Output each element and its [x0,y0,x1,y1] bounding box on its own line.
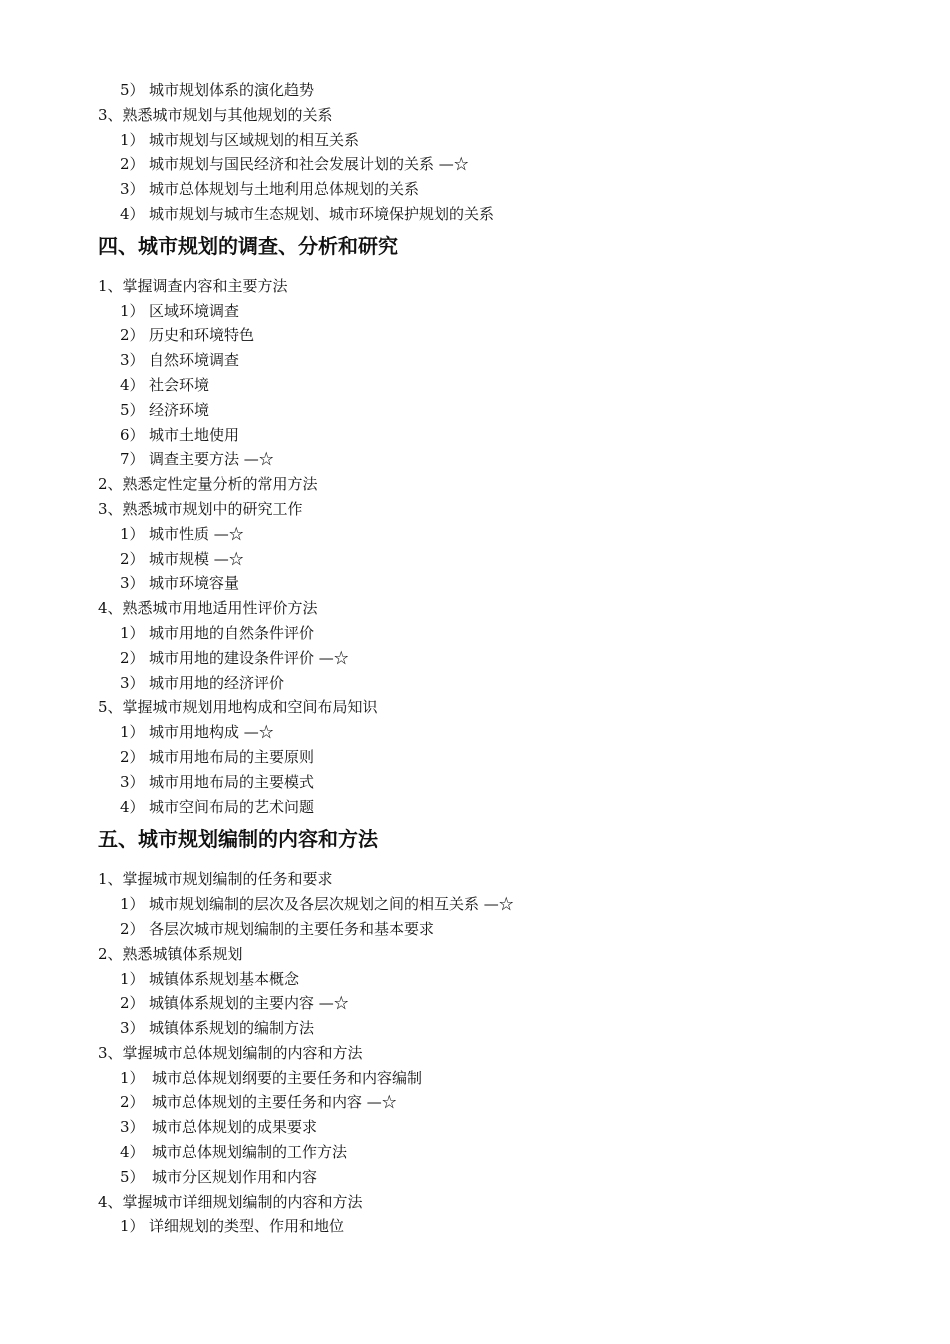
item-number: 2、 [98,475,123,494]
item-number: 4、 [98,599,123,618]
item-number: 1、 [98,870,123,889]
outline-subitem [0,423,950,448]
outline-subitem [0,299,950,324]
item-text: 各层次城市规划编制的主要任务和基本要求 [149,919,435,938]
item-text: 城市用地布局的主要原则 [149,747,315,766]
item-text: 城市总体规划编制的工作方法 [152,1143,348,1162]
outline-subitem [0,917,950,942]
item-number: 1） [120,1217,145,1236]
item-number: 3、 [98,1043,123,1062]
section-heading: 五、城市规划编制的内容和方法 [98,827,378,852]
item-text: 城市用地的建设条件评价 —☆ [149,648,349,667]
item-number: 2） [120,648,145,667]
item-text: 经济环境 [149,400,210,419]
item-text: 城市用地构成 —☆ [149,723,274,742]
outline-item [0,1041,950,1066]
item-text: 城市规划与国民经济和社会发展计划的关系 —☆ [149,155,469,174]
outline-subitem [0,795,950,820]
outline-subitem [0,1115,950,1140]
item-number: 1） [120,723,145,742]
item-number: 7） [120,450,145,469]
item-text: 熟悉定性定量分析的常用方法 [122,475,318,494]
item-text: 掌握城市规划编制的任务和要求 [122,870,333,889]
outline-subitem [0,646,950,671]
outline-subitem [0,128,950,153]
outline-item [0,695,950,720]
item-number: 2） [120,549,145,568]
section-heading: 四、城市规划的调查、分析和研究 [98,233,398,258]
item-number: 5、 [98,698,123,717]
item-number: 4） [120,375,145,394]
item-text: 城镇体系规划基本概念 [149,969,300,988]
item-text: 社会环境 [149,375,210,394]
outline-subitem [0,571,950,596]
item-text: 熟悉城市用地适用性评价方法 [122,599,318,618]
item-text: 城市总体规划与土地利用总体规划的关系 [149,180,420,199]
item-number: 6） [120,425,145,444]
item-text: 熟悉城市规划中的研究工作 [122,499,303,518]
item-text: 区域环境调查 [149,301,240,320]
outline-subitem [0,323,950,348]
item-text: 历史和环境特色 [149,326,255,345]
item-number: 3） [120,673,145,692]
outline-item [0,103,950,128]
item-number: 3） [120,1019,145,1038]
item-number: 4） [120,1143,145,1162]
item-text: 城市规模 —☆ [149,549,244,568]
outline-subitem [0,398,950,423]
item-text: 掌握城市规划用地构成和空间布局知识 [122,698,378,717]
item-text: 详细规划的类型、作用和地位 [149,1217,345,1236]
outline-subitem [0,621,950,646]
item-number: 3） [120,180,145,199]
outline-subitem [0,720,950,745]
outline-subitem [0,967,950,992]
item-number: 1） [120,524,145,543]
outline-subitem [0,177,950,202]
outline-subitem [0,1165,950,1190]
outline-subitem [0,892,950,917]
item-number: 2） [120,155,145,174]
item-text: 城市规划与区域规划的相互关系 [149,130,360,149]
item-text: 掌握城市总体规划编制的内容和方法 [122,1043,363,1062]
item-text: 城市分区规划作用和内容 [152,1167,318,1186]
item-number: 4） [120,797,145,816]
outline-subitem [0,522,950,547]
item-number: 4） [120,204,145,223]
outline-subitem [0,152,950,177]
item-text: 城市规划与城市生态规划、城市环境保护规划的关系 [149,204,495,223]
item-text: 城市空间布局的艺术问题 [149,797,315,816]
outline-subitem [0,547,950,572]
item-text: 掌握调查内容和主要方法 [122,276,288,295]
item-number: 1、 [98,276,123,295]
outline-subitem [0,1090,950,1115]
outline-item [0,274,950,299]
item-number: 5） [120,400,145,419]
item-text: 城市用地的经济评价 [149,673,285,692]
item-number: 3） [120,351,145,370]
outline-item [0,472,950,497]
item-number: 5） [120,81,145,99]
outline-subitem [0,770,950,795]
item-number: 3、 [98,105,123,124]
item-number: 3） [120,574,145,593]
item-number: 3） [120,1118,145,1137]
item-text: 城市总体规划的主要任务和内容 —☆ [152,1093,397,1112]
outline-subitem [0,78,950,103]
outline-item [0,1190,950,1215]
outline-subitem [0,373,950,398]
item-text: 城市规划体系的演化趋势 [149,81,315,99]
outline-item [0,867,950,892]
item-text: 城市性质 —☆ [149,524,244,543]
item-text: 城镇体系规划的编制方法 [149,1019,315,1038]
item-number: 2） [120,747,145,766]
outline-subitem [0,671,950,696]
outline-subitem [0,202,950,227]
item-number: 1） [120,969,145,988]
item-text: 城市环境容量 [149,574,240,593]
item-number: 2） [120,994,145,1013]
item-text: 城市规划编制的层次及各层次规划之间的相互关系 —☆ [149,895,514,914]
item-number: 1） [120,301,145,320]
item-number: 2） [120,326,145,345]
item-number: 4、 [98,1192,123,1211]
item-text: 调查主要方法 —☆ [149,450,274,469]
item-number: 1） [120,895,145,914]
item-number: 3、 [98,499,123,518]
outline-subitem [0,447,950,472]
item-text: 自然环境调查 [149,351,240,370]
outline-subitem [0,745,950,770]
outline-subitem [0,1214,950,1239]
item-number: 2） [120,919,145,938]
outline-item [0,497,950,522]
outline-item [0,596,950,621]
outline-subitem [0,1016,950,1041]
item-text: 掌握城市详细规划编制的内容和方法 [122,1192,363,1211]
outline-item [0,942,950,967]
item-text: 城市土地使用 [149,425,240,444]
item-number: 1） [120,130,145,149]
item-text: 城镇体系规划的主要内容 —☆ [149,994,349,1013]
item-number: 3） [120,772,145,791]
item-number: 1） [120,1068,145,1087]
item-number: 2、 [98,944,123,963]
item-text: 城市总体规划纲要的主要任务和内容编制 [152,1068,423,1087]
item-text: 熟悉城市规划与其他规划的关系 [122,105,333,124]
item-text: 熟悉城镇体系规划 [122,944,243,963]
item-number: 2） [120,1093,145,1112]
outline-subitem [0,1066,950,1091]
document-body [0,78,950,1239]
outline-subitem [0,991,950,1016]
item-text: 城市用地的自然条件评价 [149,623,315,642]
item-number: 1） [120,623,145,642]
outline-subitem [0,1140,950,1165]
item-text: 城市总体规划的成果要求 [152,1118,318,1137]
outline-subitem [0,348,950,373]
item-number: 5） [120,1167,145,1186]
item-text: 城市用地布局的主要模式 [149,772,315,791]
